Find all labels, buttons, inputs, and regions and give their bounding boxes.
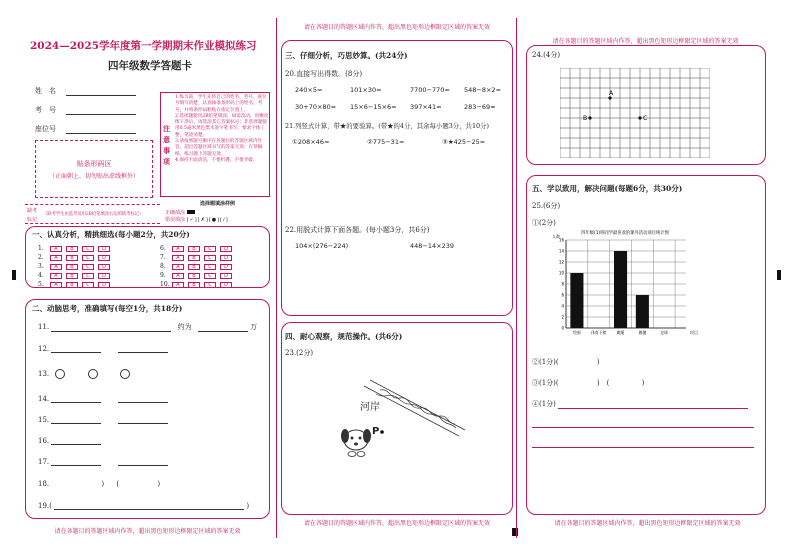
mc-option-bubble[interactable]: C [82,273,94,279]
mc-option-bubble[interactable]: D [98,264,110,270]
mc-question-number: 9. [160,272,166,279]
mc-option-bubble[interactable]: A [172,264,184,270]
chart-category-label: 跳绳 [616,330,625,335]
mc-row [160,271,236,280]
chart-ytick-label: 8 [561,281,564,287]
top-warning-2: 请在各题目的答题区域内作答，超出黑色矩形边框限定区域的答案无效 [303,24,490,31]
grid-point-label: B [583,115,588,122]
bottom-warning-1: 请在各题目的答题区域内作答，超出黑色矩形边框限定区域的答案无效 [54,528,241,535]
mc-option-bubble[interactable]: C [204,246,216,252]
q21-title: 21.列竖式计算，带★的要验算。(带★的4分，其余每小题3分，共10分) [285,122,489,130]
chart-ytick-label: 2 [561,314,564,320]
q15-answer[interactable]: 15. [38,416,168,424]
grid-point-label: A [609,90,614,97]
mc-option-bubble[interactable]: A [50,273,62,279]
mc-question-number: 4. [38,272,44,279]
mc-option-bubble[interactable]: D [220,246,232,252]
q25-sub3[interactable]: ③(1分)( ) ( ) [532,379,645,387]
chart-bar [614,251,627,328]
mc-question-number: 7. [160,254,166,261]
mc-option-bubble[interactable]: A [172,255,184,261]
note-4: 4.保持卡面清洁，不要折叠，不要弄破。 [175,157,258,163]
mc-option-bubble[interactable]: D [98,246,110,252]
chart-ytick-label: 16 [558,237,564,243]
section-4-title: 四、耐心观察，规范操作。(共6分) [285,332,403,341]
compare-circle-2[interactable] [88,369,98,379]
mc-row [38,244,114,253]
mc-option-bubble[interactable]: D [220,255,232,261]
notes-box [160,92,270,197]
mc-row [38,271,114,280]
section-5-title: 五、学以致用，解决问题(每题6分，共30分) [532,184,683,193]
q24-title: 24.(4分) [532,51,561,59]
q16-answer[interactable]: 16. [38,437,101,445]
q21-items: ①208×46= ②775−31= ③★425−25= [292,138,486,146]
q20-title: 20.直接写出得数。(8分) [285,70,363,78]
chart-ytick-label: 14 [558,248,564,254]
q12-answer[interactable]: 12. [38,345,168,353]
q20-row-1: 240×5= 101×30= 7700−770= 548−8×2= [295,86,502,94]
grid-point-dot [588,116,591,119]
q13-answer[interactable]: 13. [38,369,150,379]
q22-items: 104×(276−224) 448−14×239 [295,242,454,250]
chart-ytick-label: 6 [561,292,564,298]
chart-xlabel: 项目 [690,330,698,335]
name-field[interactable]: 姓 名 [35,86,136,96]
mc-question-number: 8. [160,263,166,270]
mc-option-bubble[interactable]: D [220,264,232,270]
mc-option-bubble[interactable]: C [82,264,94,270]
chart-ytick-label: 4 [561,303,564,309]
absent-mark-area[interactable]: 缺考 标记 （缺考学生由监考员用2B铅笔填涂右边的缺考标记） [25,204,160,224]
mc-option-bubble[interactable]: A [172,273,184,279]
mc-question-number: 1. [38,245,44,252]
q25-sub2[interactable]: ②(1分)( ) [532,358,600,366]
mc-row [160,244,236,253]
mc-answers-left [38,244,114,289]
chart-title: 四年级(1)班同学最喜欢的课外活动项目统计图 [581,231,669,236]
seat-number-field[interactable]: 座位号 [35,124,136,134]
top-warning-3: 请在各题目的答题区域内作答，超出黑色矩形边框限定区域的答案无效 [552,38,739,45]
bottom-warning-2: 请在各题目的答题区域内作答，超出黑色矩形边框限定区域的答案无效 [303,520,490,527]
q11-answer[interactable]: 11. 约为 万 [38,323,258,331]
q19-answer[interactable]: 19.( ) [38,502,250,510]
note-1: 1.练习前，学生先将自己的姓名、考号、座位号填写清楚，认真核准条形码上的姓名、考号，并将条形码粘贴在指定位置上。 [175,95,267,113]
registration-mark-left [12,270,16,280]
section-3-frame [281,40,513,316]
mc-option-bubble[interactable]: B [66,255,78,261]
section-1-title: 一、认真分析，精挑细选(每小题2分，共20分) [32,230,190,239]
mc-option-bubble[interactable]: D [220,282,232,288]
section-2-title: 二、动脑思考，准确填写(每空1分，共18分) [32,304,183,313]
compare-circle-3[interactable] [120,369,130,379]
mc-option-bubble[interactable]: A [50,264,62,270]
q24-grid [560,68,710,158]
grid-point-label: C [643,115,648,122]
mc-option-bubble[interactable]: C [82,246,94,252]
notes-side-label: 注意事项 [163,124,170,166]
grid-point-dot [638,116,641,119]
q17-answer[interactable]: 17. [38,458,168,466]
point-p-label: P [372,426,380,437]
answer-line-2[interactable] [532,440,754,448]
river-label: 河岸 [360,402,380,413]
mc-option-bubble[interactable]: B [188,282,200,288]
mc-option-bubble[interactable]: A [172,282,184,288]
card-title-line1: 2024—2025学年度第一学期期末作业模拟练习 [30,40,257,52]
mc-option-bubble[interactable]: B [188,264,200,270]
chart-ytick-label: 12 [558,259,564,265]
fill-example: 选择题填涂样例 正确填涂 错误填涂 [✓][✗][●][/] [165,201,235,223]
chart-ytick-label: 0 [561,325,564,331]
mc-option-bubble[interactable]: A [172,246,184,252]
column-separator-1 [276,18,277,538]
mc-row [160,253,236,262]
barcode-area: 贴条形码区 （正面朝上，切勿贴出虚线框外） [35,140,153,198]
mc-option-bubble[interactable]: D [98,273,110,279]
section-3-title: 三、仔细分析，巧思妙算。(共24分) [285,51,408,60]
chart-bar [636,295,649,328]
q25-sub1: ①(2分) [532,219,556,227]
mc-question-number: 6. [160,245,166,252]
registration-mark-right [777,270,781,280]
correct-fill-sample [187,210,195,214]
registration-mark-bottom-mid [512,528,518,536]
chart-category-label: 绘画 [573,330,581,335]
mc-answers-right [160,244,236,289]
mc-row [160,280,236,289]
chart-category-label: 体育下棋 [591,330,607,335]
mc-option-bubble[interactable]: C [82,255,94,261]
q25-title: 25.(6分) [532,202,561,210]
wrong-fill-samples: [✓][✗][●][/] [186,217,229,223]
mc-question-number: 5. [38,281,44,288]
card-title-line2: 四年级数学答题卡 [108,60,192,72]
q23-title: 23.(2分) [285,349,314,357]
chart-category-label: 踢毽 [638,330,647,335]
mc-row [38,280,114,289]
mc-question-number: 3. [38,263,44,270]
mc-option-bubble[interactable]: B [66,246,78,252]
mc-option-bubble[interactable]: C [204,264,216,270]
mc-row [160,262,236,271]
mc-option-bubble[interactable]: B [188,273,200,279]
mc-option-bubble[interactable]: B [66,273,78,279]
mc-question-number: 2. [38,254,44,261]
chart-category-label: 足球 [660,330,668,335]
q18-answer[interactable]: 18. ) ( ) [38,480,161,488]
chart-bar [570,273,583,328]
exam-number-field[interactable]: 考 号 [35,105,136,115]
river-figure [330,370,470,460]
mc-option-bubble[interactable]: C [82,282,94,288]
mc-option-bubble[interactable]: C [204,255,216,261]
mc-option-bubble[interactable]: B [66,264,78,270]
q20-row-2: 30+70×80= 15×6−15×6= 397×41≈ 283−69≈ [295,103,496,111]
chart-ylabel: 人数 [552,234,560,239]
mc-option-bubble[interactable]: C [204,273,216,279]
activity-bar-chart [550,226,700,346]
q14-answer[interactable]: 14. [38,395,168,403]
bottom-warning-3: 请在各题目的答题区域内作答，超出黑色矩形边框限定区域的答案无效 [554,520,741,527]
note-3: 3.请按照题号顺序在各题目的答题区域内作答，超出答题区域书写的答案无效；在草稿纸、练习题上答题无效。 [175,139,263,157]
chart-ytick-label: 10 [558,270,564,276]
q22-title: 22.用脱式计算下面各题。(每小题3分，共6分) [285,226,430,234]
puppy-icon [341,429,371,457]
mc-option-bubble[interactable]: A [50,255,62,261]
mc-row [38,253,114,262]
mc-option-bubble[interactable]: A [50,282,62,288]
note-2: 2.选择题使用2B铅笔填涂，如需改动，用橡皮擦干净后，再选涂其它答案标号；非选择题使用0.5毫米黑色墨水签字笔书写，要求字体工整，笔迹清楚。 [175,113,269,138]
mc-option-bubble[interactable]: B [188,255,200,261]
point-p-dot [380,430,384,434]
mc-option-bubble[interactable]: D [98,255,110,261]
mc-option-bubble[interactable]: B [66,282,78,288]
mc-option-bubble[interactable]: D [220,273,232,279]
answer-line-1[interactable] [532,420,754,428]
compare-circle-1[interactable] [55,369,65,379]
mc-option-bubble[interactable]: D [98,282,110,288]
mc-option-bubble[interactable]: A [50,246,62,252]
mc-option-bubble[interactable]: B [188,246,200,252]
column-separator-2 [516,18,517,538]
mc-question-number: 10. [160,281,170,288]
q25-sub4[interactable]: ④(1分) [532,399,748,409]
mc-option-bubble[interactable]: C [204,282,216,288]
mc-row [38,262,114,271]
